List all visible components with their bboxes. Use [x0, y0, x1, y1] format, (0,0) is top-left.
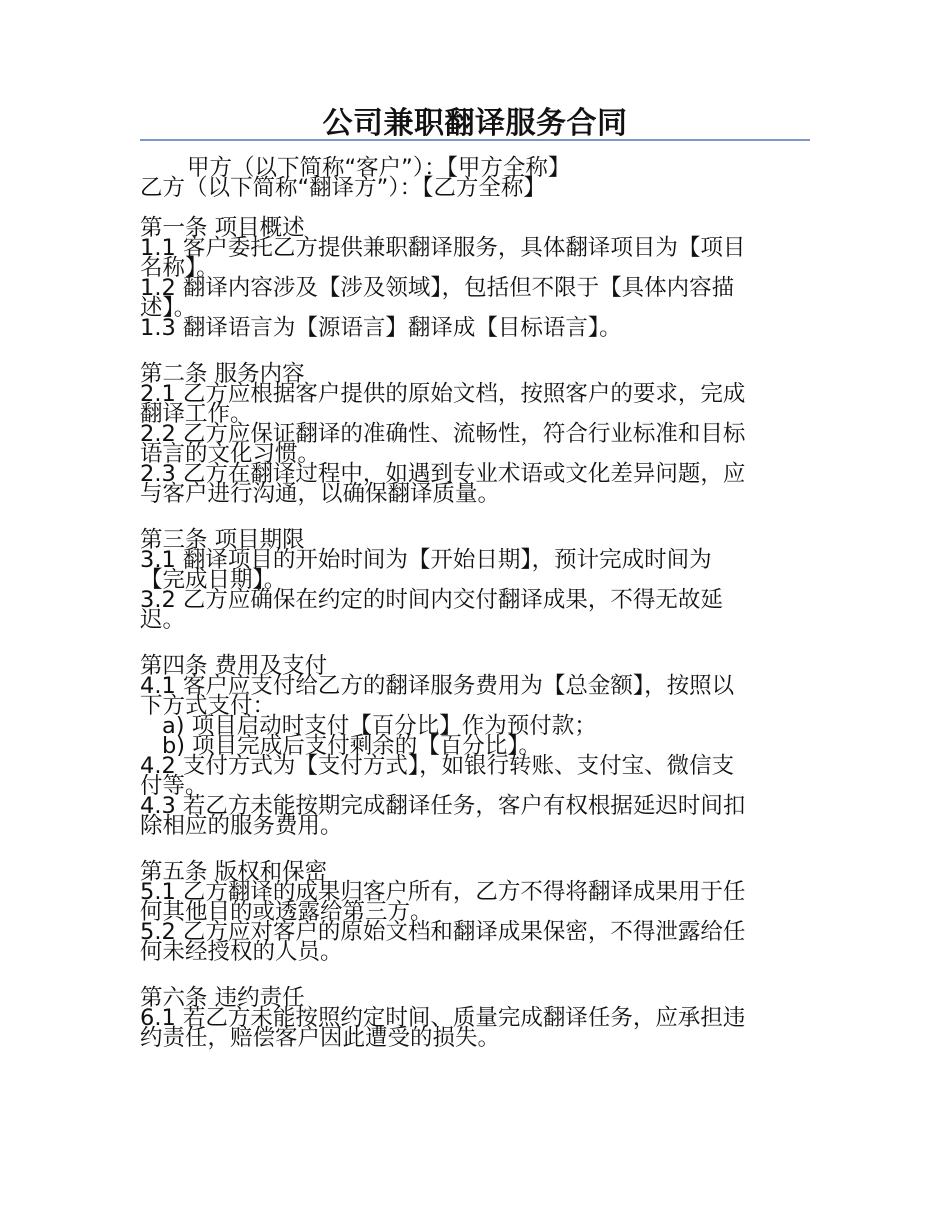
section-heading: 第六条 违约责任	[140, 985, 305, 1011]
clause-line: 3.1 翻译项目的开始时间为【开始日期】，预计完成时间为	[140, 547, 712, 573]
clause-line: 4.1 客户应支付给乙方的翻译服务费用为【总金额】，按照以	[140, 673, 735, 699]
payment-item: a) 项目启动时支付【百分比】作为预付款；	[162, 713, 597, 739]
clause-line: 下方式支付：	[140, 693, 276, 719]
title-underline	[140, 139, 810, 141]
clause-line: 翻译工作。	[140, 401, 253, 427]
clause-line: 1.1 客户委托乙方提供兼职翻译服务，具体翻译项目为【项目	[140, 235, 746, 261]
document-title: 公司兼职翻译服务合同	[322, 106, 628, 141]
clause-line: 4.3 若乙方未能按期完成翻译任务，客户有权根据延迟时间扣	[140, 793, 746, 819]
clause-line: 名称】。	[140, 255, 219, 281]
section-1	[140, 215, 810, 341]
section-3	[140, 527, 810, 633]
clause-line: 【完成日期】。	[140, 567, 287, 593]
section-2	[140, 361, 810, 507]
clause-line: 5.1 乙方翻译的成果归客户所有，乙方不得将翻译成果用于任	[140, 879, 746, 905]
payment-item: b) 项目完成后支付剩余的【百分比】。	[162, 733, 541, 759]
clause-line: 4.2 支付方式为【支付方式】，如银行转账、支付宝、微信支	[140, 753, 735, 779]
clause-line: 何未经授权的人员。	[140, 939, 343, 965]
clause-line: 2.3 乙方在翻译过程中，如遇到专业术语或文化差异问题，应	[140, 461, 746, 487]
clause-line: 述】。	[140, 295, 197, 321]
party-a-line: 甲方（以下简称“客户”）：【甲方全称】	[187, 155, 571, 181]
clause-line: 迟。	[140, 607, 186, 633]
clause-line: 1.3 翻译语言为【源语言】翻译成【目标语言】。	[140, 315, 622, 341]
section-heading: 第一条 项目概述	[140, 215, 305, 241]
clause-line: 付等。	[140, 773, 208, 799]
section-6	[140, 985, 810, 1051]
clause-line: 1.2 翻译内容涉及【涉及领域】，包括但不限于【具体内容描	[140, 275, 735, 301]
section-heading: 第二条 服务内容	[140, 361, 305, 387]
clause-line: 语言的文化习惯。	[140, 441, 321, 467]
section-4	[140, 653, 810, 839]
section-5	[140, 859, 810, 965]
clause-line: 除相应的服务费用。	[140, 813, 343, 839]
section-heading: 第四条 费用及支付	[140, 653, 328, 679]
section-heading: 第五条 版权和保密	[140, 859, 328, 885]
clause-line: 3.2 乙方应确保在约定的时间内交付翻译成果，不得无故延	[140, 587, 723, 613]
contract-body	[140, 155, 810, 1051]
clause-line: 2.2 乙方应保证翻译的准确性、流畅性，符合行业标准和目标	[140, 421, 746, 447]
clause-line: 5.2 乙方应对客户的原始文档和翻译成果保密，不得泄露给任	[140, 919, 746, 945]
clause-line: 与客户进行沟通，以确保翻译质量。	[140, 481, 501, 507]
section-heading: 第三条 项目期限	[140, 527, 305, 553]
clause-line: 何其他目的或透露给第三方。	[140, 899, 433, 925]
party-b-line: 乙方（以下简称“翻译方”）：【乙方全称】	[140, 175, 546, 201]
clause-line: 约责任，赔偿客户因此遭受的损失。	[140, 1025, 501, 1051]
clause-line: 6.1 若乙方未能按照约定时间、质量完成翻译任务，应承担违	[140, 1005, 746, 1031]
clause-line: 2.1 乙方应根据客户提供的原始文档，按照客户的要求，完成	[140, 381, 746, 407]
